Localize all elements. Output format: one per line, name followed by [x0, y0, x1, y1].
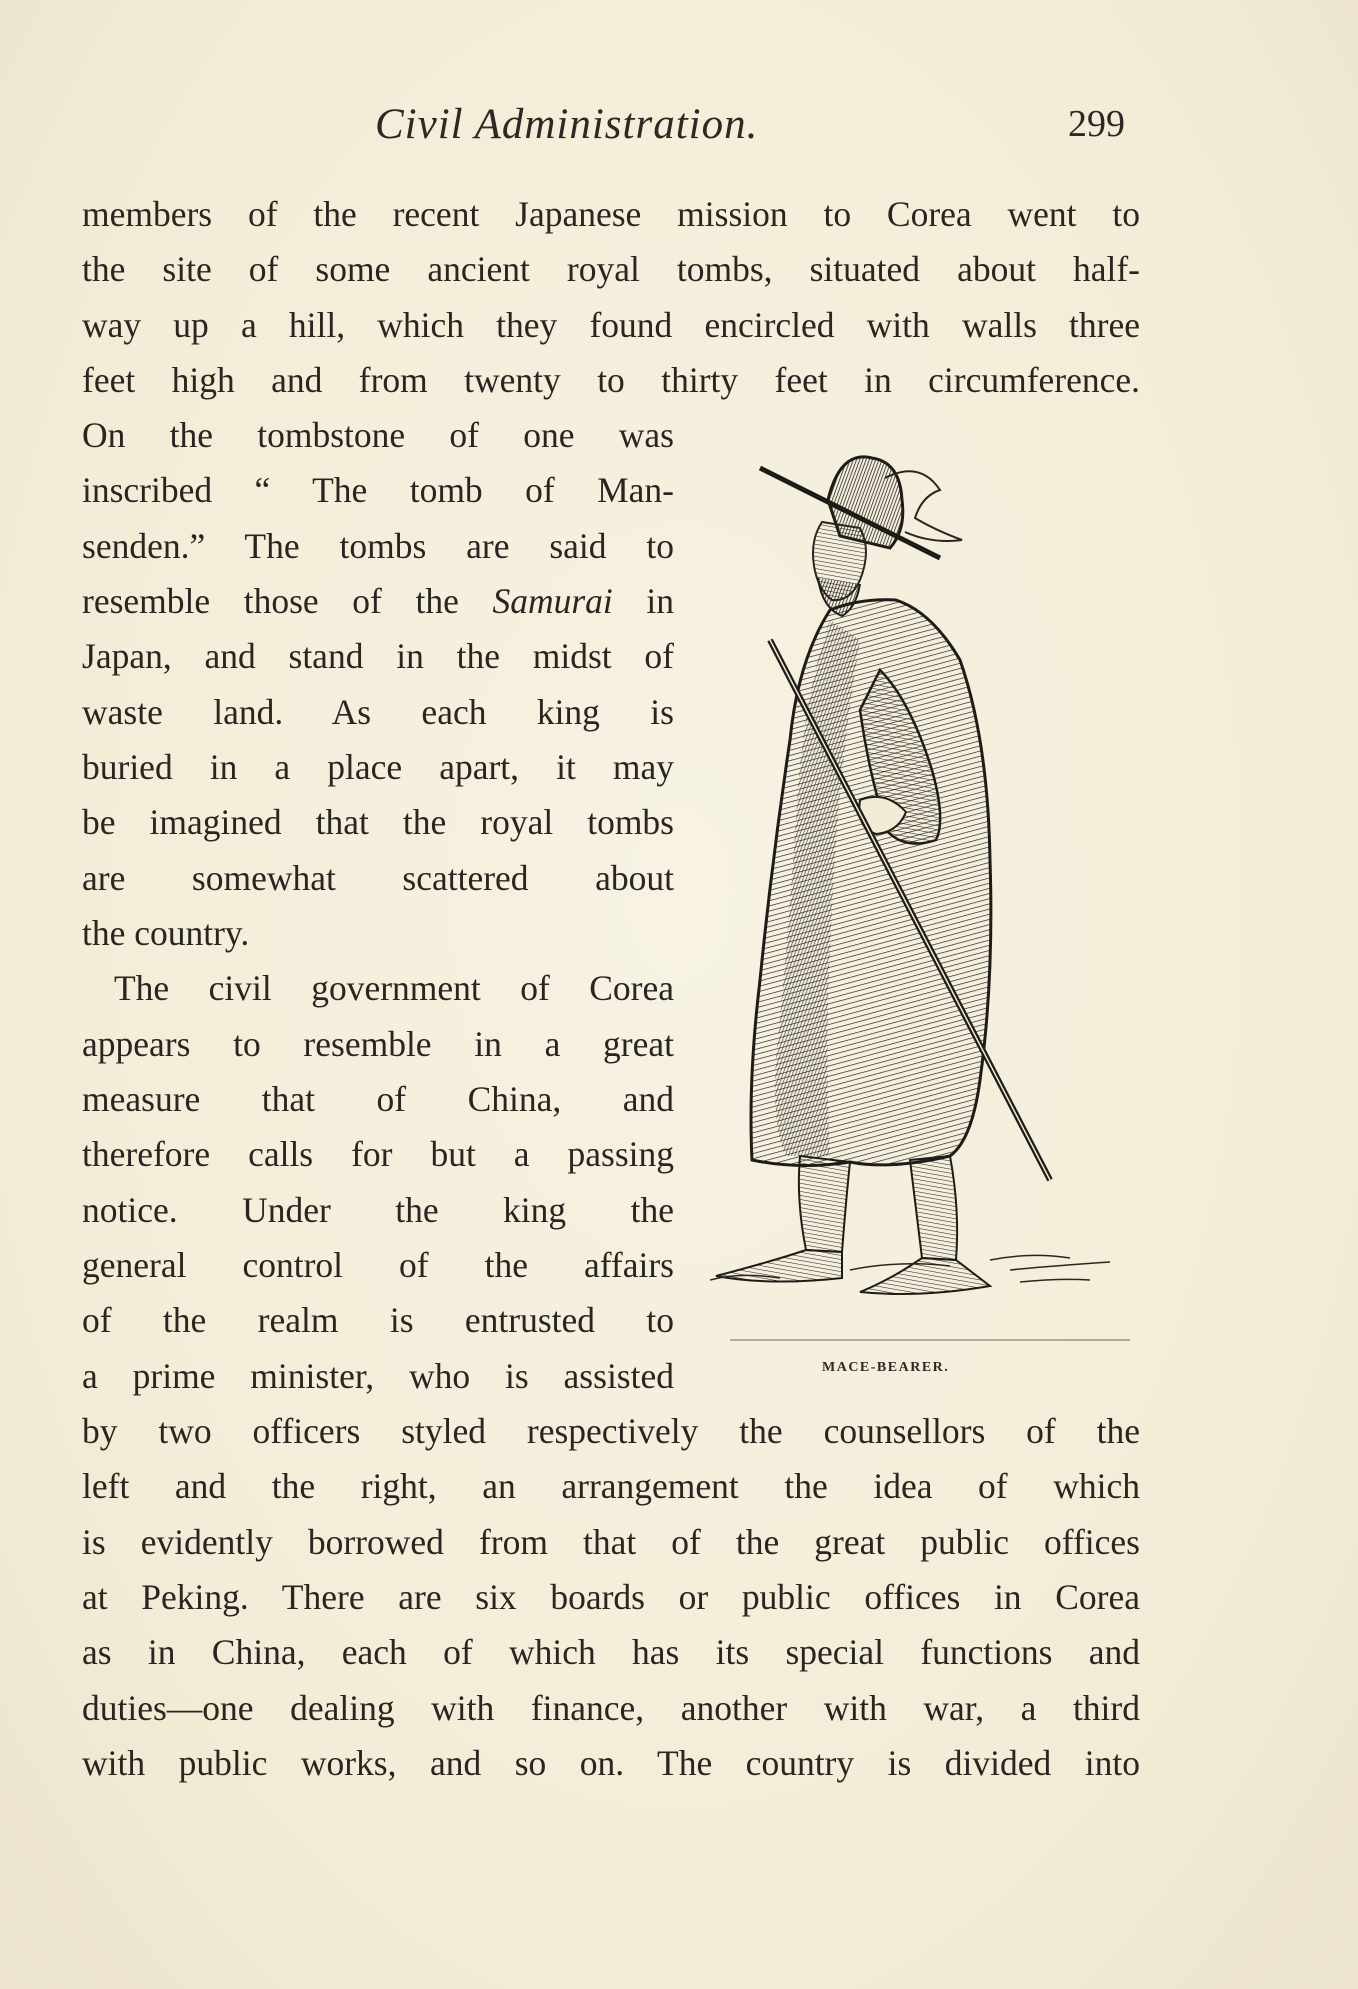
text-line: appears to resemble in a great: [82, 1024, 674, 1064]
text-line: are somewhat scattered about: [82, 858, 674, 898]
text-line: members of the recent Japanese mission to Corea went to: [82, 194, 1140, 234]
text-line: with public works, and so on. The country is divided into: [82, 1743, 1140, 1783]
text-line: of the realm is entrusted to: [82, 1300, 674, 1340]
page-number: 299: [1068, 103, 1125, 145]
text-line: left and the right, an arrangement the idea of which: [82, 1466, 1140, 1506]
text-line: by two officers styled respectively the counsellors of the: [82, 1411, 1140, 1451]
text-line: be imagined that the royal tombs: [82, 802, 674, 842]
text-line: duties—one dealing with finance, another with war, a third: [82, 1688, 1140, 1728]
text-line: is evidently borrowed from that of the great public offices: [82, 1522, 1140, 1562]
text-line: way up a hill, which they found encircled with walls three: [82, 305, 1140, 345]
text-line: buried in a place apart, it may: [82, 747, 674, 787]
text-line: measure that of China, and: [82, 1079, 674, 1119]
text-line: inscribed “ The tomb of Man-: [82, 470, 674, 510]
running-title: Civil Administration.: [375, 101, 759, 148]
left-foot: [716, 1250, 842, 1282]
mace-bearer-illustration: [710, 440, 1140, 1350]
italic-term: Samurai: [492, 581, 613, 621]
text-line: waste land. As each king is: [82, 692, 674, 732]
text-line: the site of some ancient royal tombs, situated about half-: [82, 249, 1140, 289]
text-segment: resemble those of the: [82, 581, 493, 621]
text-segment: in: [612, 581, 674, 621]
text-line: the country.: [82, 913, 250, 953]
text-line: therefore calls for but a passing: [82, 1134, 674, 1174]
text-line: The civil government of Corea: [114, 968, 674, 1008]
text-line: [82, 579, 674, 623]
text-line: a prime minister, who is assisted: [82, 1356, 674, 1396]
text-line: Japan, and stand in the midst of: [82, 636, 674, 676]
text-line: general control of the affairs: [82, 1245, 674, 1285]
text-line: notice. Under the king the: [82, 1190, 674, 1230]
text-line: feet high and from twenty to thirty feet in circumference.: [82, 360, 1140, 400]
text-line: senden.” The tombs are said to: [82, 526, 674, 566]
text-line: at Peking. There are six boards or public offices in Corea: [82, 1577, 1140, 1617]
figure-caption: MACE-BEARER.: [822, 1360, 950, 1375]
text-line: as in China, each of which has its special functions and: [82, 1632, 1140, 1672]
text-line: On the tombstone of one was: [82, 415, 674, 455]
